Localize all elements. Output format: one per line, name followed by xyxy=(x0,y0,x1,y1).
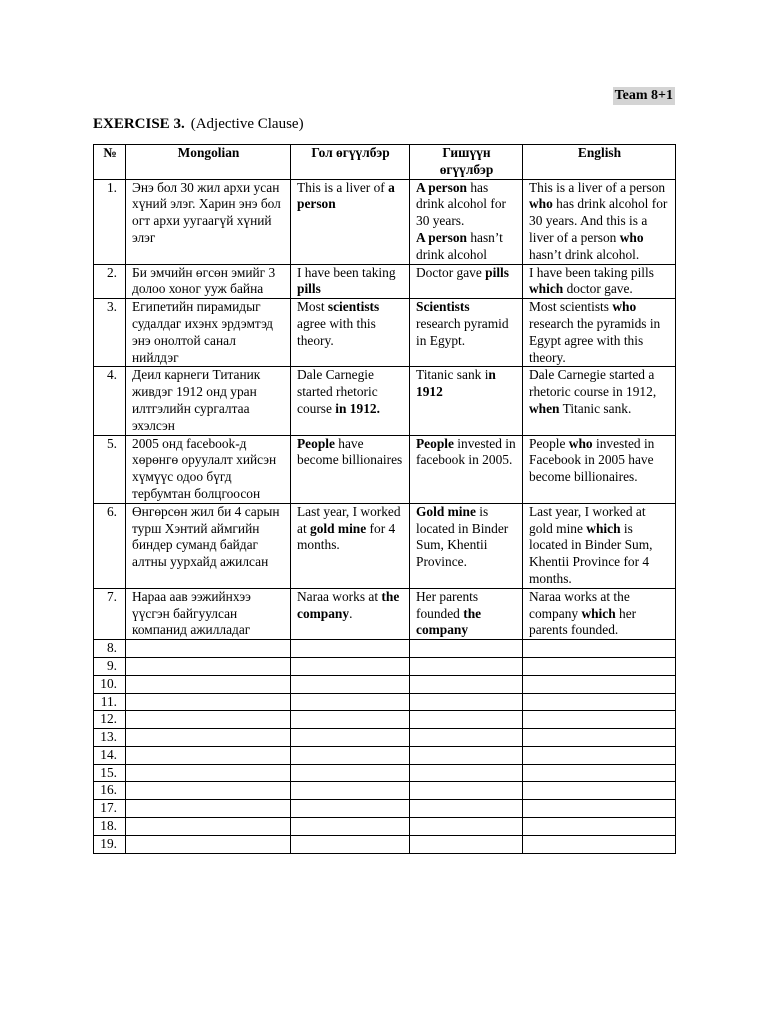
table-header-row xyxy=(94,145,676,180)
empty-cell xyxy=(291,693,410,711)
table-row xyxy=(94,435,676,503)
cell-english: People who invested in Facebook in 2005 have become billionaires. xyxy=(523,435,676,503)
header-mongolian: Mongolian xyxy=(126,145,291,180)
exercise-title: EXERCISE 3. xyxy=(93,116,185,132)
empty-cell xyxy=(291,782,410,800)
cell-sub-clause: Her parents founded the company xyxy=(410,588,523,639)
empty-cell xyxy=(410,729,523,747)
empty-cell xyxy=(126,675,291,693)
empty-cell xyxy=(291,818,410,836)
cell-main-clause: This is a liver of a person xyxy=(291,179,410,264)
row-number: 19. xyxy=(94,835,126,853)
empty-cell xyxy=(126,693,291,711)
empty-table-row xyxy=(94,711,676,729)
empty-cell xyxy=(410,746,523,764)
cell-mongolian: Энэ бол 30 жил архи усан хүний элэг. Харин энэ бол огт архи уугаагүй хүний элэг xyxy=(126,179,291,264)
empty-cell xyxy=(291,729,410,747)
cell-english: Naraa works at the company which her parents founded. xyxy=(523,588,676,639)
empty-cell xyxy=(410,657,523,675)
cell-main-clause: Dale Carnegie started rhetoric course in 1912. xyxy=(291,367,410,435)
empty-cell xyxy=(126,729,291,747)
cell-mongolian: Би эмчийн өгсөн эмийг 3 долоо хоног ууж байна xyxy=(126,264,291,299)
cell-main-clause: Most scientists agree with this theory. xyxy=(291,299,410,367)
empty-cell xyxy=(523,800,676,818)
empty-cell xyxy=(523,729,676,747)
table-row xyxy=(94,367,676,435)
row-number: 15. xyxy=(94,764,126,782)
empty-cell xyxy=(291,640,410,658)
cell-mongolian: Деил карнеги Титаник живдэг 1912 онд уран илтгэлийн сургалтаа эхэлсэн xyxy=(126,367,291,435)
empty-cell xyxy=(126,657,291,675)
empty-table-row xyxy=(94,640,676,658)
empty-table-row xyxy=(94,746,676,764)
empty-cell xyxy=(410,675,523,693)
row-number: 17. xyxy=(94,800,126,818)
empty-table-row xyxy=(94,818,676,836)
cell-sub-clause: Scientists research pyramid in Egypt. xyxy=(410,299,523,367)
table-row xyxy=(94,264,676,299)
cell-english: Most scientists who research the pyramids in Egypt agree with this theory. xyxy=(523,299,676,367)
empty-cell xyxy=(523,657,676,675)
empty-cell xyxy=(291,711,410,729)
cell-mongolian: Өнгөрсөн жил би 4 сарын турш Хэнтий аймгийн биндер суманд байдаг алтны уурхайд ажилсан xyxy=(126,503,291,588)
cell-sub-clause: Gold mine is located in Binder Sum, Khentii Province. xyxy=(410,503,523,588)
row-number: 8. xyxy=(94,640,126,658)
table-row xyxy=(94,503,676,588)
empty-cell xyxy=(126,746,291,764)
empty-cell xyxy=(523,818,676,836)
empty-table-row xyxy=(94,782,676,800)
empty-table-row xyxy=(94,729,676,747)
empty-cell xyxy=(126,764,291,782)
empty-cell xyxy=(291,675,410,693)
empty-cell xyxy=(126,800,291,818)
header-sub-clause: Гишүүн өгүүлбэр xyxy=(410,145,523,180)
empty-cell xyxy=(410,818,523,836)
cell-sub-clause: Titanic sank in 1912 xyxy=(410,367,523,435)
row-number: 10. xyxy=(94,675,126,693)
cell-english: I have been taking pills which doctor gave. xyxy=(523,264,676,299)
team-label: Team 8+1 xyxy=(614,88,673,103)
empty-cell xyxy=(126,782,291,800)
empty-cell xyxy=(523,764,676,782)
table-row xyxy=(94,299,676,367)
header-number: № xyxy=(94,145,126,180)
header-main-clause: Гол өгүүлбэр xyxy=(291,145,410,180)
empty-cell xyxy=(410,764,523,782)
empty-cell xyxy=(126,640,291,658)
empty-cell xyxy=(291,835,410,853)
empty-cell xyxy=(291,746,410,764)
empty-cell xyxy=(523,711,676,729)
cell-main-clause: Last year, I worked at gold mine for 4 months. xyxy=(291,503,410,588)
cell-english: Last year, I worked at gold mine which is located in Binder Sum, Khentii Province for 4 months. xyxy=(523,503,676,588)
header-english: English xyxy=(523,145,676,180)
cell-english: Dale Carnegie started a rhetoric course in 1912, when Titanic sank. xyxy=(523,367,676,435)
row-number: 3. xyxy=(94,299,126,367)
empty-cell xyxy=(291,657,410,675)
row-number: 14. xyxy=(94,746,126,764)
row-number: 9. xyxy=(94,657,126,675)
empty-cell xyxy=(291,764,410,782)
table-body xyxy=(94,179,676,853)
empty-cell xyxy=(410,835,523,853)
row-number: 1. xyxy=(94,179,126,264)
row-number: 13. xyxy=(94,729,126,747)
empty-cell xyxy=(523,693,676,711)
cell-english: This is a liver of a person who has drink alcohol for 30 years. And this is a liver of a person who hasn’t drink alcohol. xyxy=(523,179,676,264)
empty-cell xyxy=(126,835,291,853)
row-number: 16. xyxy=(94,782,126,800)
cell-sub-clause: A person has drink alcohol for 30 years. A person hasn’t drink alcohol xyxy=(410,179,523,264)
empty-cell xyxy=(410,640,523,658)
row-number: 12. xyxy=(94,711,126,729)
empty-cell xyxy=(126,711,291,729)
cell-sub-clause: Doctor gave pills xyxy=(410,264,523,299)
cell-main-clause: Naraa works at the company. xyxy=(291,588,410,639)
empty-cell xyxy=(410,693,523,711)
row-number: 4. xyxy=(94,367,126,435)
empty-table-row xyxy=(94,657,676,675)
row-number: 7. xyxy=(94,588,126,639)
empty-cell xyxy=(291,800,410,818)
empty-table-row xyxy=(94,693,676,711)
exercise-subtitle: (Adjective Clause) xyxy=(190,116,304,132)
empty-cell xyxy=(410,711,523,729)
cell-main-clause: I have been taking pills xyxy=(291,264,410,299)
empty-cell xyxy=(410,800,523,818)
empty-cell xyxy=(523,640,676,658)
cell-sub-clause: People invested in facebook in 2005. xyxy=(410,435,523,503)
row-number: 2. xyxy=(94,264,126,299)
cell-main-clause: People have become billionaires xyxy=(291,435,410,503)
row-number: 5. xyxy=(94,435,126,503)
empty-cell xyxy=(523,835,676,853)
empty-cell xyxy=(523,746,676,764)
cell-mongolian: Нараа аав ээжийнхээ үүсгэн байгуулсан компанид ажилладаг xyxy=(126,588,291,639)
table-row xyxy=(94,179,676,264)
empty-cell xyxy=(523,675,676,693)
empty-cell xyxy=(126,818,291,836)
empty-table-row xyxy=(94,835,676,853)
cell-mongolian: Египетийн пирамидыг судалдаг ихэнх эрдэмтэд энэ онолтой санал нийлдэг xyxy=(126,299,291,367)
exercise-heading xyxy=(93,115,304,133)
row-number: 18. xyxy=(94,818,126,836)
row-number: 11. xyxy=(94,693,126,711)
empty-table-row xyxy=(94,675,676,693)
cell-mongolian: 2005 онд facebook-д хөрөнгө оруулалт хийсэн хүмүүс одоо бүгд тербумтан болцгоосон xyxy=(126,435,291,503)
row-number: 6. xyxy=(94,503,126,588)
exercise-table xyxy=(93,144,676,854)
empty-table-row xyxy=(94,764,676,782)
empty-table-row xyxy=(94,800,676,818)
table-row xyxy=(94,588,676,639)
empty-cell xyxy=(523,782,676,800)
empty-cell xyxy=(410,782,523,800)
